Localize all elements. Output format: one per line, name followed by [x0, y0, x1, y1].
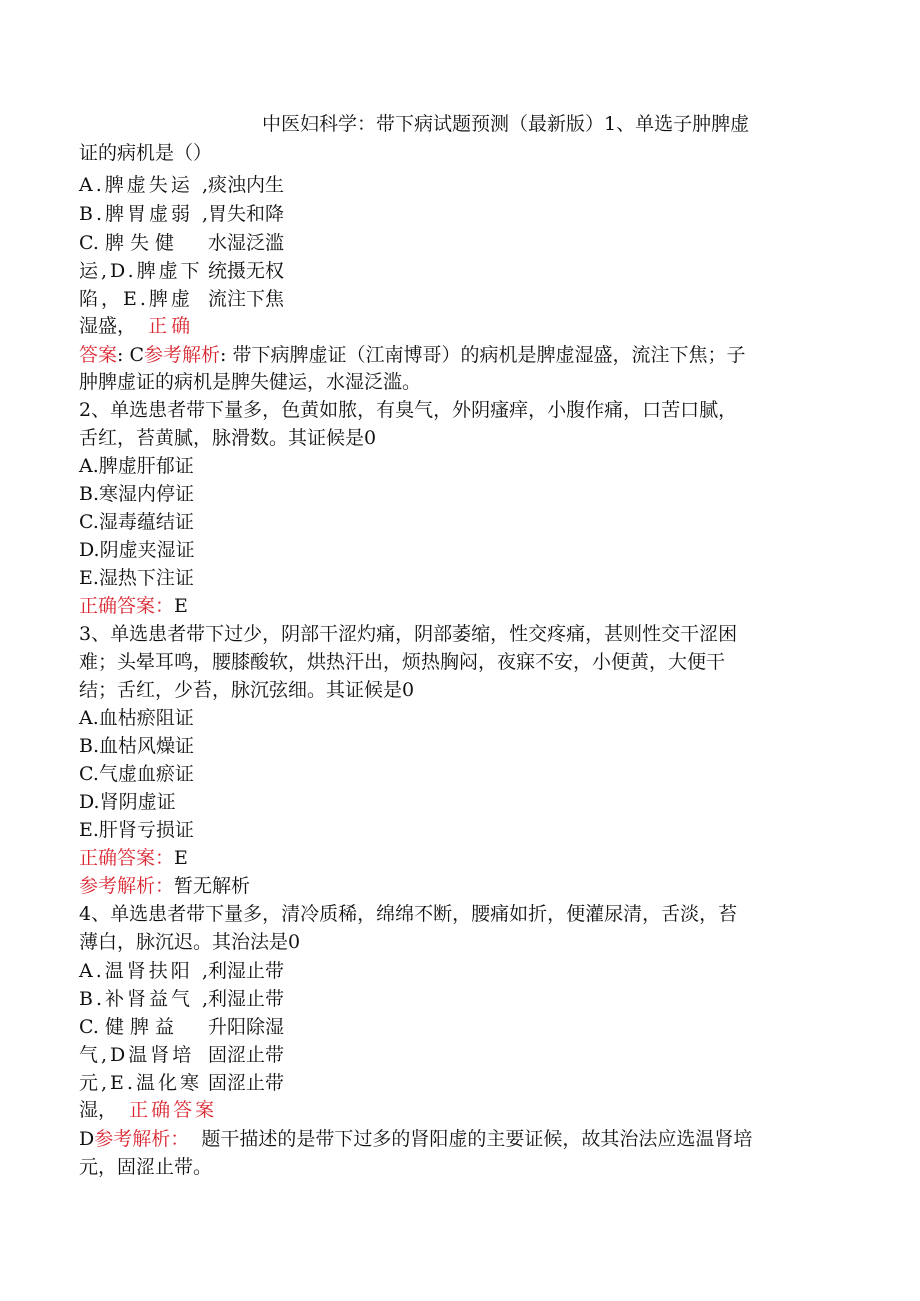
- q3-option-c: C.气虚血瘀证: [79, 763, 194, 785]
- q1-option-e-left: 陷，E.脾虚: [79, 288, 193, 310]
- q2-option-b: B.寒湿内停证: [79, 483, 195, 505]
- q3-analysis-text: 暂无解析: [174, 875, 251, 897]
- q1-option-b-left: B.脾胃虚弱: [79, 203, 194, 225]
- q3-stem-1: 3、单选患者带下过少，阴部干涩灼痛，阴部萎缩，性交疼痛，甚则性交干涩困: [79, 623, 738, 645]
- q4-option-d-left: 气,D温肾培: [79, 1044, 195, 1066]
- q4-answer-value: D: [79, 1128, 95, 1150]
- q4-option-c-right: 升阳除湿: [208, 1016, 285, 1038]
- q2-stem-1: 2、单选患者带下量多，色黄如脓，有臭气，外阴瘙痒，小腹作痛，口苦口腻，: [79, 399, 738, 421]
- q4-option-b-right: ,利湿止带: [202, 988, 285, 1010]
- q1-option-a-left: A.脾虚失运: [79, 174, 193, 196]
- q1-option-e-tail: [79, 312, 194, 340]
- q1-answer-line: [79, 341, 745, 369]
- q1-option-a-right: ,痰浊内生: [202, 174, 285, 196]
- q3-option-d: D.肾阴虚证: [79, 791, 176, 813]
- q4-correct-label: 正确答案: [129, 1099, 218, 1121]
- q1-option-c-right: 水湿泛滥: [208, 232, 285, 254]
- q2-answer-label: 正确答案：: [79, 595, 175, 617]
- q1-analysis-text-2: 肿脾虚证的病机是脾失健运，水湿泛滥。: [79, 371, 422, 393]
- q2-option-e: E.湿热下注证: [79, 567, 194, 589]
- q1-answer-value: : C: [117, 344, 144, 366]
- q4-option-d-right: 固涩止带: [208, 1044, 285, 1066]
- q3-stem-3: 结；舌红，少苔，脉沉弦细。其证候是0: [79, 679, 415, 701]
- q1-option-b-right: ,胃失和降: [202, 203, 285, 225]
- q2-stem-2: 舌红，苔黄腻，脉滑数。其证候是0: [79, 427, 377, 449]
- q2-answer-value: E: [174, 595, 188, 617]
- q1-tail-text: 湿盛，: [79, 315, 137, 337]
- q1-analysis-text: : 带下病脾虚证（江南博哥）的病机是脾虚湿盛，流注下焦；子: [220, 344, 746, 366]
- q4-stem-1: 4、单选患者带下量多，清冷质稀，绵绵不断，腰痛如折，便灌尿清，舌淡，苔: [79, 903, 738, 925]
- q4-analysis-text: 题干描述的是带下过多的肾阳虚的主要证候，故其治法应选温肾培: [201, 1128, 753, 1150]
- q4-analysis-text-2: 元，固涩止带。: [79, 1156, 213, 1178]
- q4-option-b-left: B.补肾益气: [79, 988, 194, 1010]
- q4-tail-text: 湿，: [79, 1099, 118, 1121]
- q2-option-c: C.湿毒蕴结证: [79, 511, 194, 533]
- q3-answer-label: 正确答案：: [79, 847, 175, 869]
- q2-option-d: D.阴虚夹湿证: [79, 539, 195, 561]
- q4-option-e-left: 元,E.温化寒: [79, 1072, 202, 1094]
- q3-stem-2: 难；头晕耳鸣，腰膝酸软，烘热汗出，烦热胸闷，夜寐不安，小便黄，大便干: [79, 651, 726, 673]
- q3-analysis-line: [79, 872, 250, 900]
- q1-option-e-right: 流注下焦: [208, 288, 285, 310]
- q1-option-d-left: 运,D.脾虚下: [79, 260, 203, 282]
- q1-option-d-right: 统摄无权: [208, 260, 285, 282]
- q3-option-e: E.肝肾亏损证: [79, 819, 194, 841]
- q3-answer-value: E: [174, 847, 188, 869]
- q4-option-a-right: ,利湿止带: [202, 960, 285, 982]
- q4-answer-line: [79, 1125, 752, 1153]
- q3-analysis-label: 参考解析：: [79, 875, 175, 897]
- page-title: 中医妇科学：带下病试题预测（最新版）1、单选子肿脾虚: [262, 113, 750, 135]
- q4-analysis-label: 参考解析：: [94, 1128, 190, 1150]
- q4-option-e-tail: [79, 1096, 217, 1124]
- question-1-stem: 证的病机是（）: [79, 142, 213, 164]
- q4-option-a-left: A.温肾扶阳: [79, 960, 193, 982]
- q1-analysis-label: 参考解析: [144, 344, 221, 366]
- q2-answer-line: [79, 592, 188, 620]
- q3-option-b: B.血枯风燥证: [79, 735, 195, 757]
- q4-option-c-left: C. 健 脾 益: [79, 1016, 175, 1038]
- q3-option-a: A.血枯瘀阻证: [79, 707, 194, 729]
- q4-stem-2: 薄白，脉沉迟。其治法是0: [79, 931, 301, 953]
- q3-answer-line: [79, 844, 188, 872]
- q1-correct-label: 正确: [148, 315, 195, 337]
- q4-option-e-right: 固涩止带: [208, 1072, 285, 1094]
- q1-answer-label: 答案: [79, 344, 118, 366]
- q1-option-c-left: C. 脾 失 健: [79, 232, 175, 254]
- q2-option-a: A.脾虚肝郁证: [79, 455, 194, 477]
